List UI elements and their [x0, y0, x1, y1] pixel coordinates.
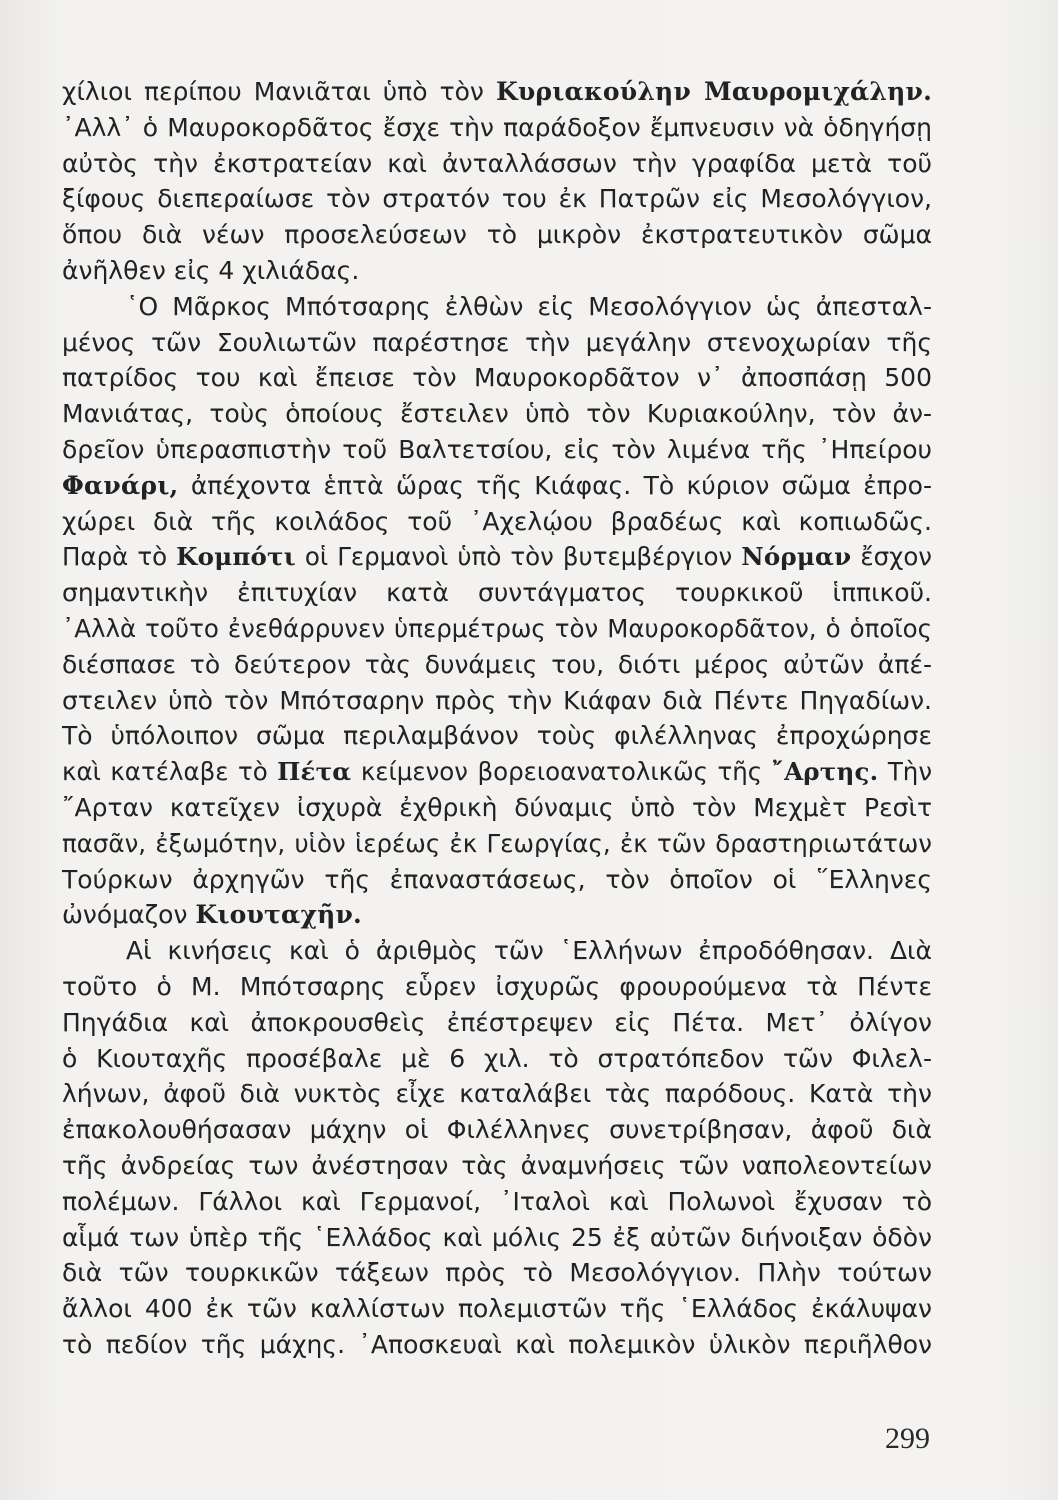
text-segment: ξίφους διεπεραίωσε τὸν στρατόν του ἐκ Πατρῶν εἰς Μεσολόγγιον,	[62, 184, 932, 214]
text-segment: ἀνῆλθεν εἰς 4 χιλιάδας.	[62, 255, 360, 285]
text-segment: ἐπακολουθήσασαν μάχην οἱ Φιλέλληνες συνετρίβησαν, ἀφοῦ διὰ	[62, 1115, 932, 1145]
text-segment: Τὸ ὑπόλοιπον σῶμα περιλαμβάνον τοὺς φιλέλληνας ἐπροχώρησε	[62, 721, 932, 751]
text-segment: λήνων, ἀφοῦ διὰ νυκτὸς εἶχε καταλάβει τὰς παρόδους. Κατὰ τὴν	[62, 1079, 932, 1109]
text-line	[62, 360, 932, 396]
text-segment: τοῦτο ὁ Μ. Μπότσαρης εὗρεν ἰσχυρῶς φρουρούμενα τὰ Πέντε	[62, 971, 932, 1001]
text-line	[62, 325, 932, 361]
text-segment: πολέμων. Γάλλοι καὶ Γερμανοί, ᾿Ιταλοὶ καὶ Πολωνοὶ ἔχυσαν τὸ	[62, 1186, 932, 1216]
text-line	[62, 1327, 932, 1363]
text-line	[62, 1148, 932, 1184]
text-line	[62, 181, 932, 217]
text-segment: πατρίδος του καὶ ἔπεισε τὸν Μαυροκορδᾶτον ν᾿ ἀποσπάσῃ 500	[62, 363, 932, 393]
text-line	[62, 754, 932, 790]
text-segment: Τὴν	[878, 757, 933, 787]
text-segment: στειλεν ὑπὸ τὸν Μπότσαρην πρὸς τὴν Κιάφαν διὰ Πέντε Πηγαδίων.	[62, 685, 932, 715]
text-segment: αὐτὸς τὴν ἐκστρατείαν καὶ ἀνταλλάσσων τὴν γραφίδα μετὰ τοῦ	[62, 148, 932, 178]
text-segment: αἷμά των ὑπὲρ τῆς ῾Ελλάδος καὶ μόλις 25 ἐξ αὐτῶν διήνοιξαν ὁδὸν	[62, 1222, 932, 1252]
text-line	[62, 647, 932, 683]
text-line	[62, 504, 932, 540]
text-segment: ἔσχον	[851, 542, 932, 572]
text-line	[62, 683, 932, 719]
text-line	[62, 1041, 932, 1077]
text-line	[62, 1184, 932, 1220]
text-line	[62, 289, 932, 325]
text-line	[62, 217, 932, 253]
text-segment: ἄλλοι 400 ἐκ τῶν καλλίστων πολεμιστῶν τῆς ῾Ελλάδος ἐκάλυψαν	[62, 1294, 932, 1324]
text-line	[62, 862, 932, 898]
text-segment: Παρὰ τὸ	[62, 542, 177, 572]
text-line	[62, 575, 932, 611]
text-segment: τὸ πεδίον τῆς μάχης. ᾿Αποσκευαὶ καὶ πολεμικὸν ὑλικὸν περιῆλθον	[62, 1329, 932, 1359]
text-segment: Μανιάτας, τοὺς ὁποίους ἔστειλεν ὑπὸ τὸν Κυριακούλην, τὸν ἀν-	[62, 399, 932, 429]
text-segment: Πηγάδια καὶ ἀποκρουσθεὶς ἐπέστρεψεν εἰς Πέτα. Μετ᾿ ὀλίγον	[62, 1007, 932, 1037]
text-line	[62, 969, 932, 1005]
text-line	[62, 1255, 932, 1291]
text-line	[62, 1112, 932, 1148]
page-number: 299	[885, 1422, 930, 1455]
body-text	[62, 74, 932, 1363]
text-segment: κείμενον βορειοανατολικῶς τῆς	[351, 757, 772, 787]
text-line	[62, 74, 932, 110]
text-line	[62, 790, 932, 826]
bold-name: Κομπότι	[176, 542, 296, 572]
text-line	[62, 1291, 932, 1327]
text-segment: ὅπου διὰ νέων προσελεύσεων τὸ μικρὸν ἐκστρατευτικὸν σῶμα	[62, 220, 932, 250]
text-line	[62, 933, 932, 969]
text-line	[62, 110, 932, 146]
text-line	[62, 1076, 932, 1112]
text-line	[62, 539, 932, 575]
text-segment: καὶ κατέλαβε τὸ	[62, 757, 278, 787]
text-segment: ῎Αρταν κατεῖχεν ἰσχυρὰ ἐχθρικὴ δύναμις ὑπὸ τὸν Μεχμὲτ Ρεσὶτ	[62, 792, 932, 822]
text-line	[62, 1005, 932, 1041]
text-line	[62, 611, 932, 647]
text-segment: ῾Ο Μᾶρκος Μπότσαρης ἐλθὼν εἰς Μεσολόγγιον ὡς ἀπεσταλ-	[126, 291, 932, 321]
text-line	[62, 897, 932, 933]
bold-name: Πέτα	[277, 757, 352, 787]
text-segment: σημαντικὴν ἐπιτυχίαν κατὰ συντάγματος τουρκικοῦ ἱππικοῦ.	[62, 578, 932, 608]
text-segment: δρεῖον ὑπερασπιστὴν τοῦ Βαλτετσίου, εἰς τὸν λιμένα τῆς ᾿Ηπείρου	[62, 434, 932, 464]
text-segment: ᾿Αλλ᾿ ὁ Μαυροκορδᾶτος ἔσχε τὴν παράδοξον ἔμπνευσιν νὰ ὁδηγήσῃ	[62, 112, 932, 142]
text-segment: διέσπασε τὸ δεύτερον τὰς δυνάμεις του, διότι μέρος αὐτῶν ἀπέ-	[62, 649, 932, 679]
text-segment: οἱ Γερμανοὶ ὑπὸ τὸν βυτεμβέργιον	[295, 542, 742, 572]
text-segment: πασᾶν, ἐξωμότην, υἱὸν ἱερέως ἐκ Γεωργίας, ἐκ τῶν δραστηριωτάτων	[62, 828, 932, 858]
text-segment: Τούρκων ἀρχηγῶν τῆς ἐπαναστάσεως, τὸν ὁποῖον οἱ ῞Ελληνες	[62, 864, 932, 894]
text-line	[62, 253, 932, 289]
text-segment: τῆς ἀνδρείας των ἀνέστησαν τὰς ἀναμνήσεις τῶν ναπολεοντείων	[62, 1150, 932, 1180]
text-segment: μένος τῶν Σουλιωτῶν παρέστησε τὴν μεγάλην στενοχωρίαν τῆς	[62, 327, 932, 357]
text-line	[62, 826, 932, 862]
bold-name: ῎Αρτης.	[771, 757, 879, 787]
text-segment: ἀπέχοντα ἑπτὰ ὥρας τῆς Κιάφας. Τὸ κύριον σῶμα ἐπρο-	[178, 470, 932, 500]
text-segment: διὰ τῶν τουρκικῶν τάξεων πρὸς τὸ Μεσολόγγιον. Πλὴν τούτων	[62, 1258, 932, 1288]
text-segment: Αἱ κινήσεις καὶ ὁ ἀριθμὸς τῶν ῾Ελλήνων ἐπροδόθησαν. Διὰ	[126, 936, 932, 966]
text-line	[62, 432, 932, 468]
text-line	[62, 1220, 932, 1256]
bold-name: Φανάρι,	[62, 470, 179, 500]
bold-name: Κυριακούλην Μαυρομιχάλην.	[495, 77, 932, 106]
text-line	[62, 468, 932, 504]
text-line	[62, 146, 932, 182]
text-line	[62, 718, 932, 754]
text-segment: ᾿Αλλὰ τοῦτο ἐνεθάρρυνεν ὑπερμέτρως τὸν Μαυροκορδᾶτον, ὁ ὁποῖος	[62, 613, 932, 643]
text-segment: χώρει διὰ τῆς κοιλάδος τοῦ ᾿Αχελῴου βραδέως καὶ κοπιωδῶς.	[62, 506, 932, 536]
text-segment: ὁ Κιουταχῆς προσέβαλε μὲ 6 χιλ. τὸ στρατόπεδον τῶν Φιλελ-	[62, 1043, 932, 1073]
bold-name: Κιουταχῆν.	[195, 900, 362, 930]
text-line	[62, 396, 932, 432]
text-segment: ὠνόμαζον	[62, 900, 196, 930]
bold-name: Νόρμαν	[741, 542, 852, 572]
text-segment: χίλιοι περίπου Μανιᾶται ὑπὸ τὸν	[62, 77, 496, 106]
